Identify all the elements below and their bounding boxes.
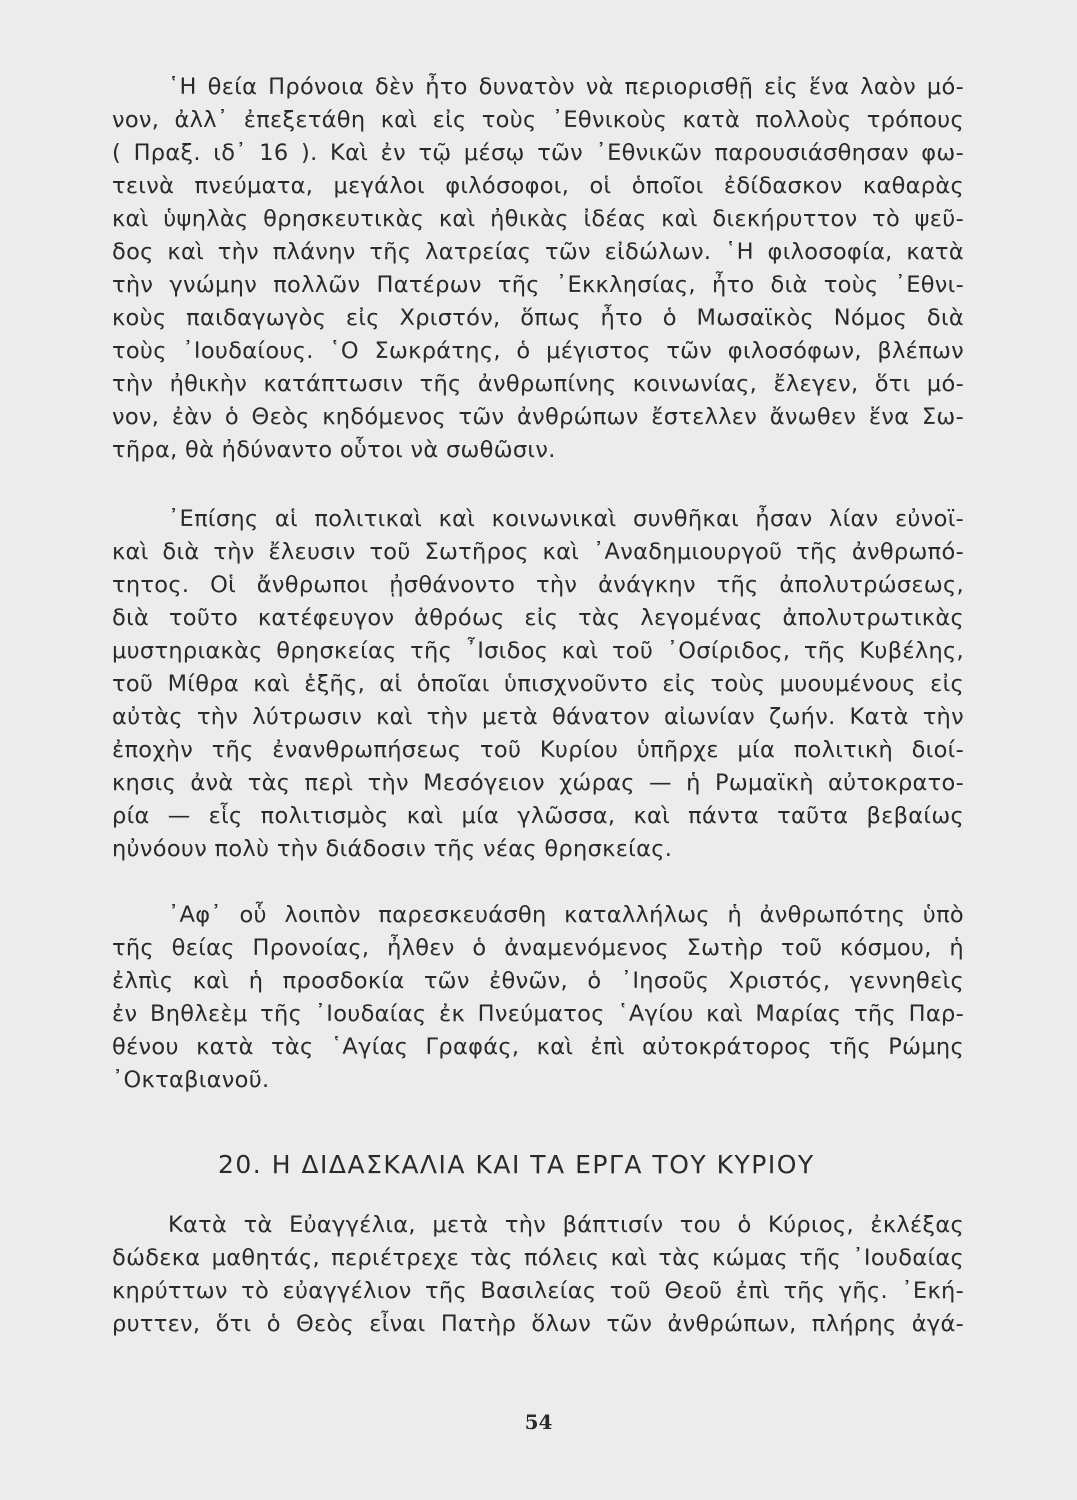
text-line: νον, ἐὰν ὁ Θεὸς κηδόμενος τῶν ἀνθρώπων ἔστελλεν ἄνωθεν ἕνα Σω- (112, 404, 964, 430)
text-line: τῆς θείας Προνοίας, ἦλθεν ὁ ἀναμενόμενος Σωτὴρ τοῦ κόσμου, ἡ (112, 935, 964, 961)
text-line: ( Πραξ. ιδ᾽ 16 ). Καὶ ἐν τῷ μέσῳ τῶν ᾽Εθνικῶν παρουσιάσθησαν φω- (112, 140, 964, 166)
text-line: τοὺς ᾽Ιουδαίους. ῾Ο Σωκράτης, ὁ μέγιστος τῶν φιλοσόφων, βλέπων (112, 338, 964, 364)
text-line: τοῦ Μίθρα καὶ ἑξῆς, αἱ ὁποῖαι ὑπισχνοῦντο εἰς τοὺς μυουμένους εἰς (112, 671, 964, 697)
text-line: ἐλπὶς καὶ ἡ προσδοκία τῶν ἐθνῶν, ὁ ᾽Ιησοῦς Χριστός, γεννηθεὶς (112, 968, 964, 994)
text-line: ρία — εἷς πολιτισμὸς καὶ μία γλῶσσα, καὶ πάντα ταῦτα βεβαίως (112, 803, 964, 829)
text-line: τεινὰ πνεύματα, μεγάλοι φιλόσοφοι, οἱ ὁποῖοι ἐδίδασκον καθαρὰς (112, 173, 964, 199)
text-line: ρυττεν, ὅτι ὁ Θεὸς εἶναι Πατὴρ ὅλων τῶν ἀνθρώπων, πλήρης ἀγά- (112, 1311, 964, 1337)
text-line: τητος. Οἱ ἄνθρωποι ᾐσθάνοντο τὴν ἀνάγκην τῆς ἀπολυτρώσεως, (112, 572, 964, 598)
text-line: καὶ διὰ τὴν ἔλευσιν τοῦ Σωτῆρος καὶ ᾽Αναδημιουργοῦ τῆς ἀνθρωπό- (112, 539, 964, 565)
text-line: θένου κατὰ τὰς ῾Αγίας Γραφάς, καὶ ἐπὶ αὐτοκράτορος τῆς Ρώμης (112, 1034, 964, 1060)
text-line: ᾽Επίσης αἱ πολιτικαὶ καὶ κοινωνικαὶ συνθῆκαι ἦσαν λίαν εὐνοϊ- (168, 506, 964, 532)
text-line: ηὐνόουν πολὺ τὴν διάδοσιν τῆς νέας θρησκείας. (112, 836, 673, 862)
text-line: τὴν γνώμην πολλῶν Πατέρων τῆς ᾽Εκκλησίας, ἦτο διὰ τοὺς ᾽Εθνι- (112, 272, 964, 298)
text-line: ᾽Οκταβιανοῦ. (112, 1067, 270, 1093)
text-line: ἐποχὴν τῆς ἐνανθρωπήσεως τοῦ Κυρίου ὑπῆρχε μία πολιτικὴ διοί- (112, 737, 964, 763)
text-line: τὴν ἠθικὴν κατάπτωσιν τῆς ἀνθρωπίνης κοινωνίας, ἔλεγεν, ὅτι μό- (112, 371, 964, 397)
text-line: ᾽Αφ᾽ οὗ λοιπὸν παρεσκευάσθη καταλλήλως ἡ ἀνθρωπότης ὑπὸ (168, 902, 964, 928)
text-line: Κατὰ τὰ Εὐαγγέλια, μετὰ τὴν βάπτισίν του ὁ Κύριος, ἐκλέξας (168, 1212, 964, 1238)
section-heading: 20. Η ΔΙΔΑΣΚΑΛΙΑ ΚΑΙ ΤΑ ΕΡΓΑ ΤΟΥ ΚΥΡΙΟΥ (218, 1150, 815, 1179)
text-line: διὰ τοῦτο κατέφευγον ἀθρόως εἰς τὰς λεγομένας ἀπολυτρωτικὰς (112, 605, 964, 631)
text-line: κησις ἀνὰ τὰς περὶ τὴν Μεσόγειον χώρας — ἡ Ρωμαϊκὴ αὐτοκρατο- (112, 770, 964, 796)
text-line: κοὺς παιδαγωγὸς εἰς Χριστόν, ὅπως ἦτο ὁ Μωσαϊκὸς Νόμος διὰ (112, 305, 964, 331)
text-line: τῆρα, θὰ ἠδύναντο οὗτοι νὰ σωθῶσιν. (112, 437, 556, 463)
text-line: μυστηριακὰς θρησκείας τῆς ῏Ισιδος καὶ τοῦ ᾽Οσίριδος, τῆς Κυβέλης, (112, 638, 964, 664)
text-line: κηρύττων τὸ εὐαγγέλιον τῆς Βασιλείας τοῦ Θεοῦ ἐπὶ τῆς γῆς. ᾽Εκή- (112, 1278, 964, 1304)
text-line: δος καὶ τὴν πλάνην τῆς λατρείας τῶν εἰδώλων. ῾Η φιλοσοφία, κατὰ (112, 239, 964, 265)
text-line: ἐν Βηθλεὲμ τῆς ᾽Ιουδαίας ἐκ Πνεύματος ῾Αγίου καὶ Μαρίας τῆς Παρ- (112, 1001, 964, 1027)
text-line: δώδεκα μαθητάς, περιέτρεχε τὰς πόλεις καὶ τὰς κώμας τῆς ᾽Ιουδαίας (112, 1245, 964, 1271)
text-line: νον, ἀλλ᾽ ἐπεξετάθη καὶ εἰς τοὺς ᾽Εθνικοὺς κατὰ πολλοὺς τρόπους (112, 107, 964, 133)
text-line: καὶ ὑψηλὰς θρησκευτικὰς καὶ ἠθικὰς ἰδέας καὶ διεκήρυττον τὸ ψεῦ- (112, 206, 964, 232)
page-number: 54 (524, 1410, 553, 1434)
text-line: αὐτὰς τὴν λύτρωσιν καὶ τὴν μετὰ θάνατον αἰωνίαν ζωήν. Κατὰ τὴν (112, 704, 964, 730)
text-line: ῾Η θεία Πρόνοια δὲν ἦτο δυνατὸν νὰ περιορισθῇ εἰς ἕνα λαὸν μό- (168, 74, 964, 100)
